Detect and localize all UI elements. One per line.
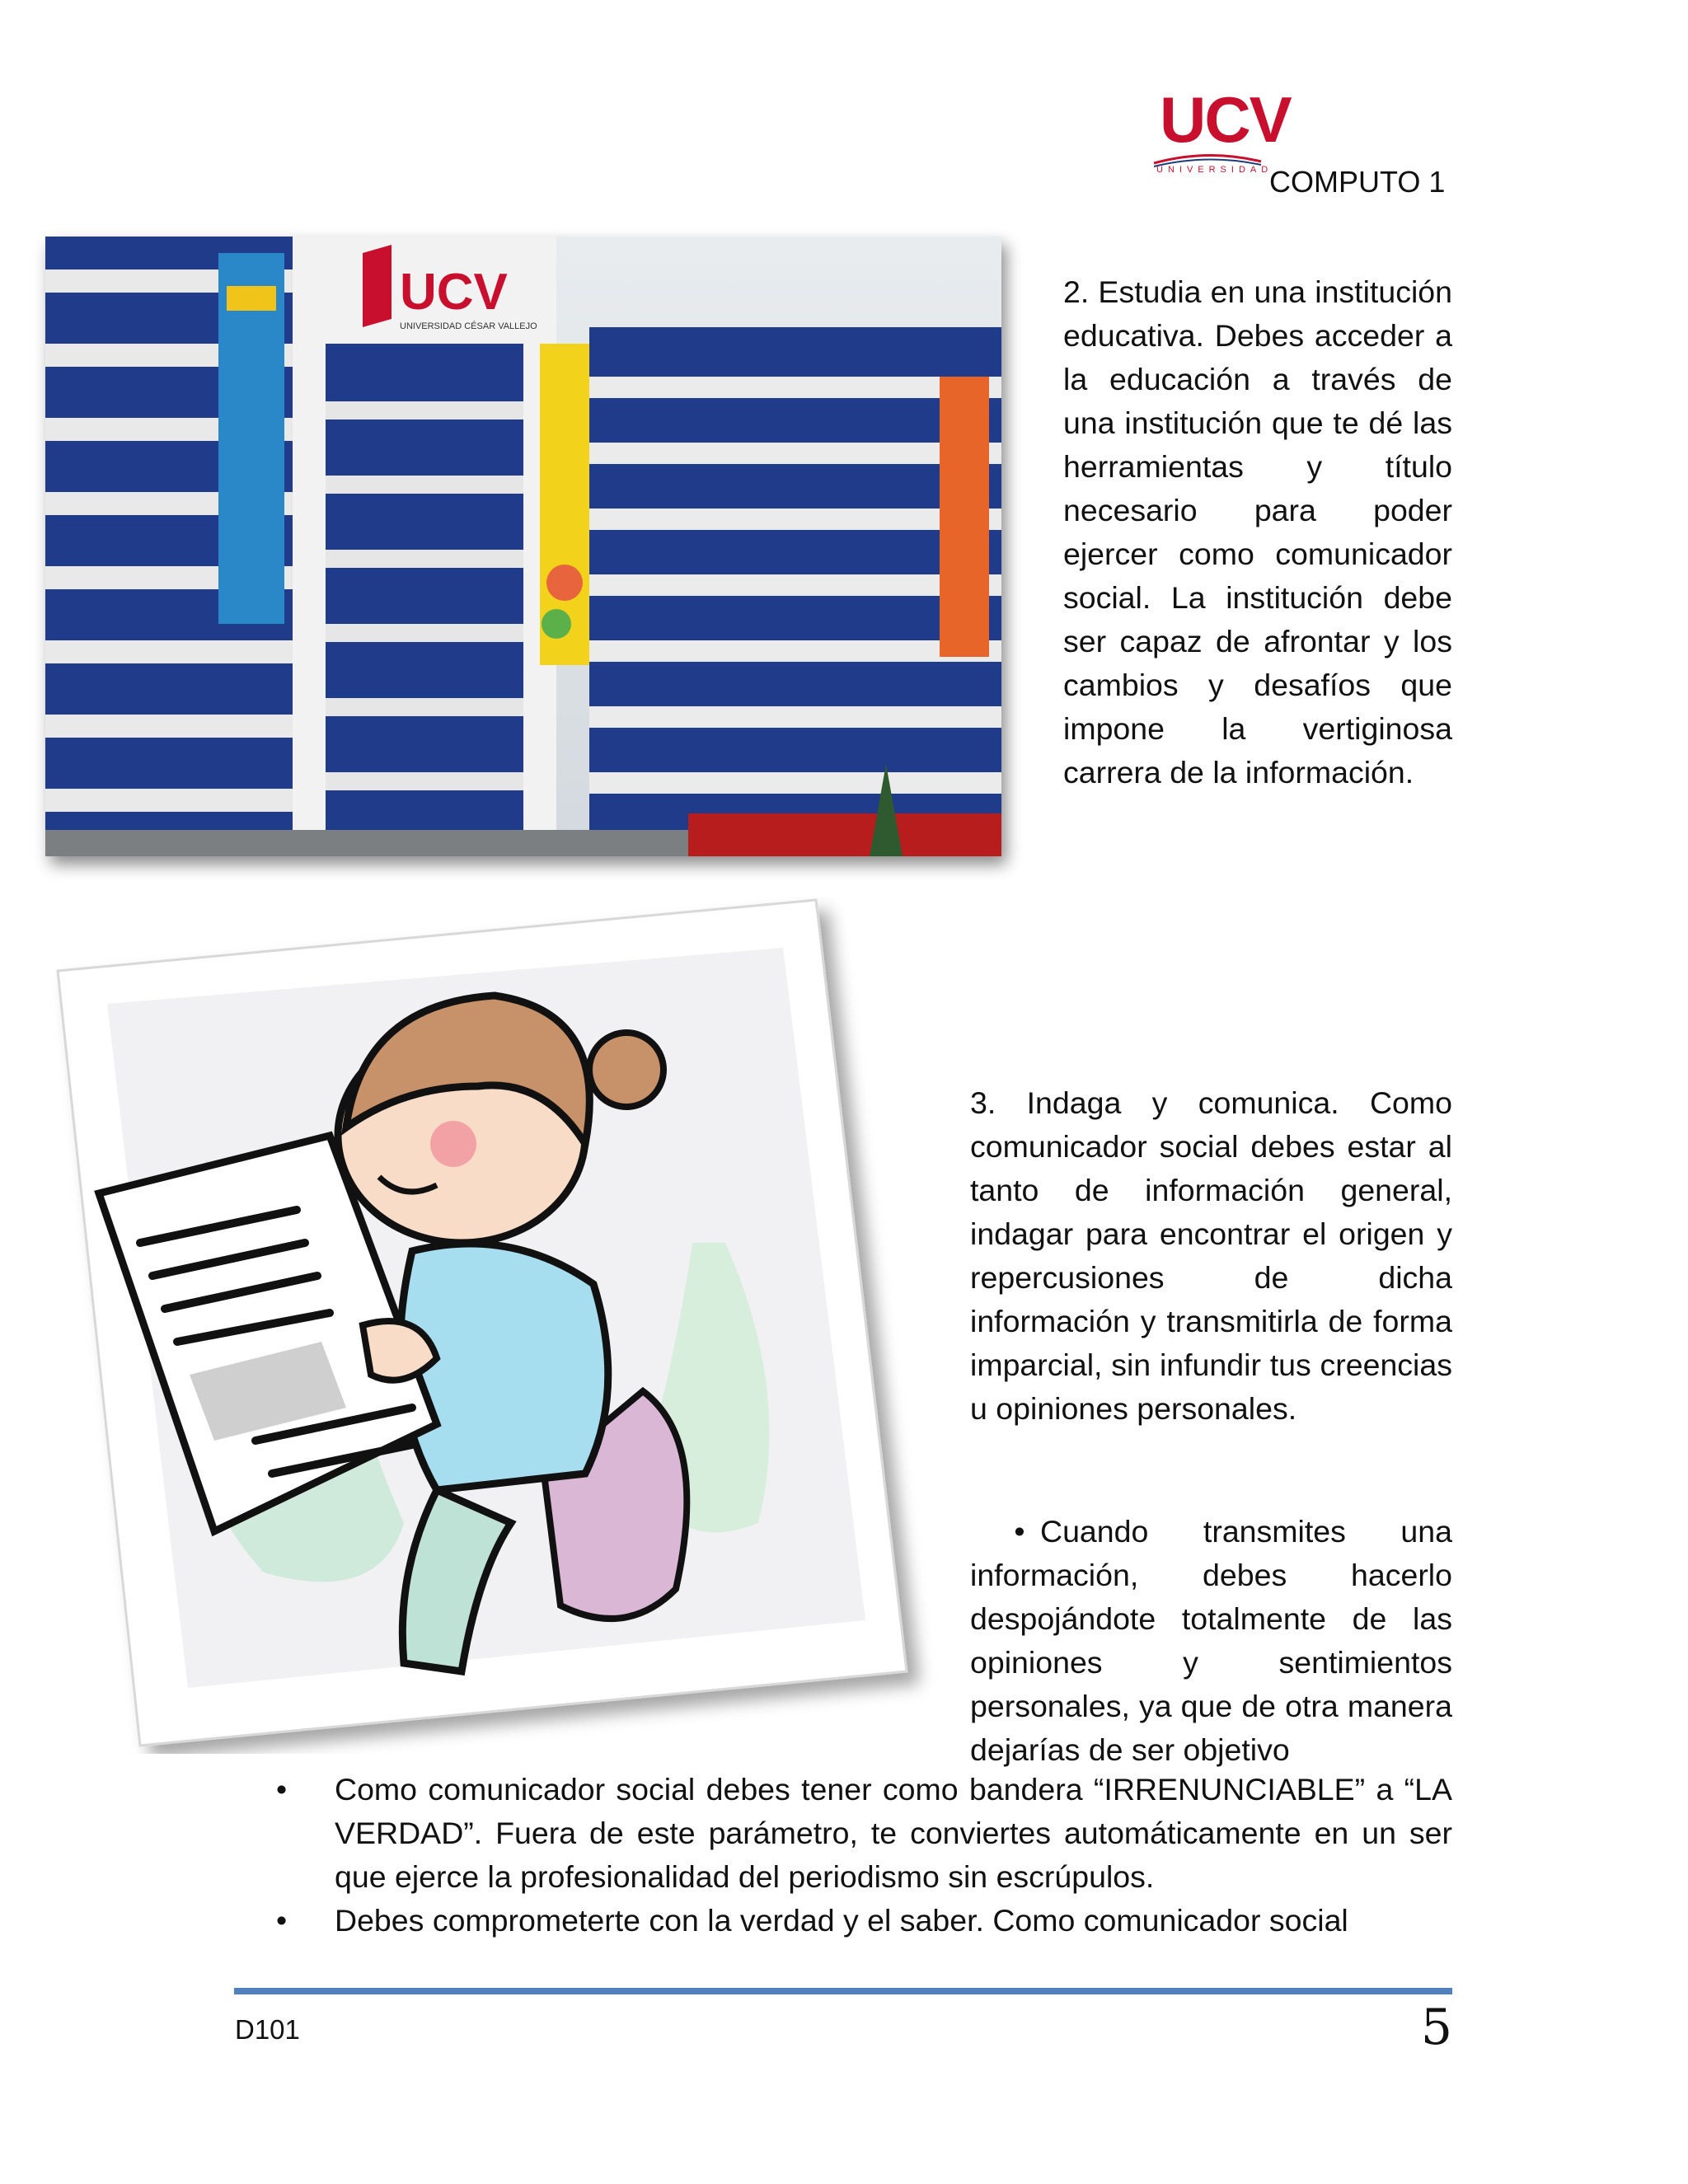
bullet-icon: •: [276, 1772, 288, 1807]
logo-subtext: UNIVERSIDAD: [1156, 165, 1273, 175]
footer-rule: [234, 1988, 1452, 1994]
building-illustration: [45, 237, 1001, 856]
paragraph-3: 3. Indaga y comunica. Como comunicador social debes estar al tanto de información general, indagar para encontrar el origen y repercusiones de dicha información y transmitirla de forma imparcial, sin infundir tus creencias u opiniones personales.: [970, 1085, 1452, 1426]
list-item: • Debes comprometerte con la verdad y el saber. Como comunicador social: [280, 1899, 1452, 1943]
building-sign-text: UCV: [400, 264, 508, 321]
paragraph-3-bullet: [970, 1510, 1452, 1772]
paragraph-2: 2. Estudia en una institución educativa. Debes acceder a la educación a través de una institución que te dé las herramientas y título necesario para poder ejercer como comunicador social. La institución debe ser capaz de afrontar y los cambios y desafíos que impone la vertiginosa carrera de la información.: [1063, 274, 1452, 790]
building-photo: [45, 237, 1001, 856]
ucv-logo: [1150, 82, 1291, 181]
building-sign-sub: UNIVERSIDAD CÉSAR VALLEJO: [400, 321, 537, 331]
bullet-text: Cuando transmites una información, debes hacerlo despojándote totalmente de las opiniones y sentimientos personales, ya que de otra manera dejarías de ser objetivo: [970, 1514, 1452, 1767]
logo-text: UCV: [1160, 83, 1291, 156]
bullet-list: [276, 1768, 1452, 1943]
course-label: COMPUTO 1: [1269, 165, 1446, 199]
bullet-icon: •: [276, 1903, 288, 1938]
newspaper-reader-illustration: [49, 897, 940, 1754]
list-item: • Como comunicador social debes tener como bandera “IRRENUNCIABLE” a “LA VERDAD”. Fuera de este parámetro, te conviertes automáticamente en un ser que ejerce la profesionalidad del periodismo sin escrúpulos.: [280, 1768, 1452, 1899]
bullet-icon: •: [1014, 1514, 1025, 1549]
footer-code: D101: [235, 2014, 300, 2045]
page-number: 5: [1420, 1999, 1452, 2056]
